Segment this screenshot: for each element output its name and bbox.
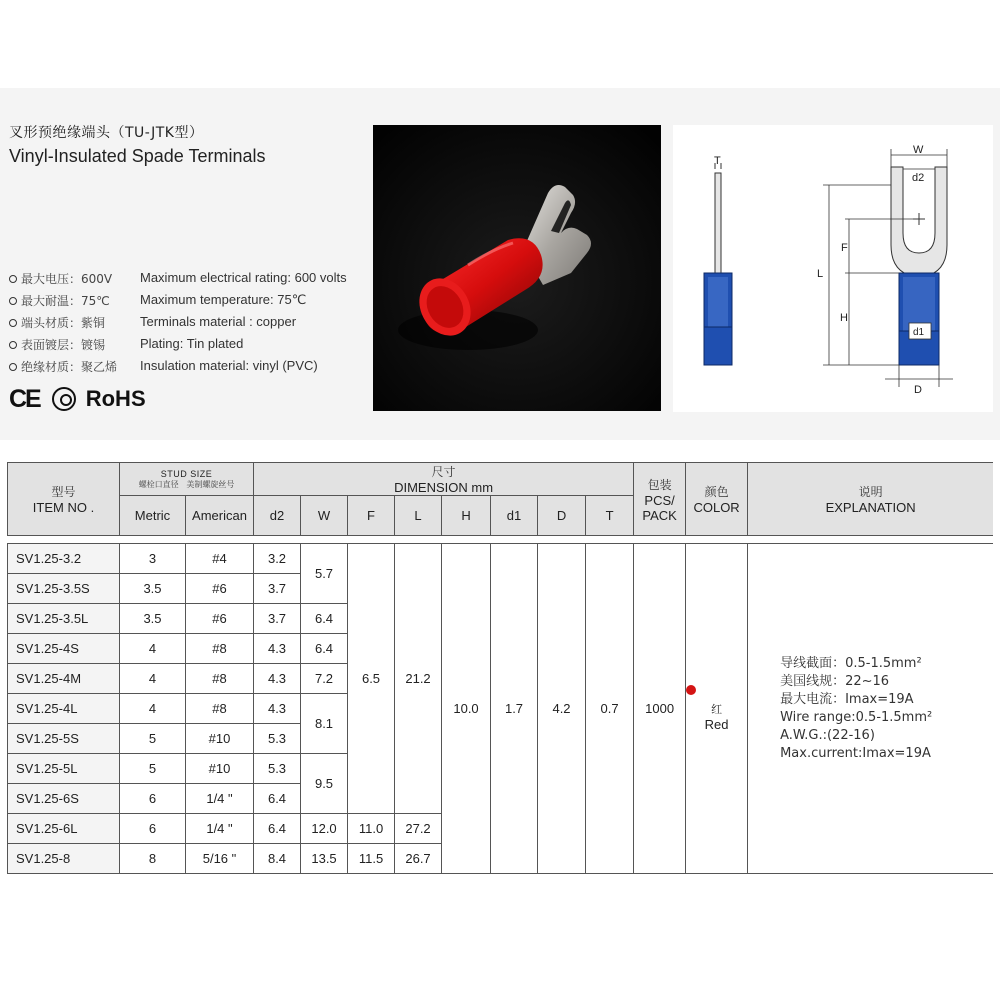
- header-d2: d2: [254, 496, 301, 536]
- header-dimension: 尺寸 DIMENSION mm: [254, 463, 634, 496]
- spade-terminal-image: [373, 125, 661, 411]
- svg-text:L: L: [817, 268, 824, 280]
- svg-text:T: T: [714, 155, 721, 167]
- ce-logo: CE: [9, 384, 40, 413]
- header-item: 型号 ITEM NO .: [8, 463, 120, 536]
- certification-logos: [9, 384, 146, 414]
- table-row: SV1.25-4S 4 #8 4.3 6.4: [8, 634, 994, 664]
- table-row: SV1.25-6S 6 1/4 " 6.4: [8, 784, 994, 814]
- table-row: SV1.25-3.2 3 #4 3.2 5.7 6.5 21.2 10.0 1.7 4.2 0.7 1000 红 Red 导线截面：0.5-1.5mm² 美国线规：22~16 最大电流：Imax=19A Wire range:0.5-1.5mm² A.W.G.:(22-16) Max.current:Imax=19A: [8, 544, 994, 574]
- header-d: D: [538, 496, 586, 536]
- bullet-icon: [9, 363, 17, 371]
- svg-text:d2: d2: [912, 172, 925, 184]
- svg-text:d1: d1: [913, 327, 925, 338]
- svg-text:F: F: [841, 242, 848, 254]
- title-chinese: 叉形预绝缘端头（TU-JTK型）: [9, 125, 204, 141]
- header-l: L: [395, 496, 442, 536]
- explanation-cell: 导线截面：0.5-1.5mm² 美国线规：22~16 最大电流：Imax=19A Wire range:0.5-1.5mm² A.W.G.:(22-16) Max.current:Imax=19A: [748, 544, 993, 874]
- product-photo: [373, 125, 661, 411]
- bullet-icon: [9, 275, 17, 283]
- table-row: SV1.25-4L 4 #8 4.3 8.1: [8, 694, 994, 724]
- table-row: SV1.25-3.5S 3.5 #6 3.7: [8, 574, 994, 604]
- header-f: F: [348, 496, 395, 536]
- red-color-dot-icon: [686, 685, 696, 695]
- sgs-icon: [52, 387, 76, 411]
- table-row: SV1.25-8 8 5/16 " 8.4 13.5 11.5 26.7: [8, 844, 994, 874]
- header-d1: d1: [491, 496, 538, 536]
- spec-table: [7, 462, 993, 874]
- table-row: SV1.25-5S 5 #10 5.3: [8, 724, 994, 754]
- svg-text:H: H: [840, 312, 848, 324]
- header-t: T: [586, 496, 634, 536]
- header-metric: Metric: [120, 496, 186, 536]
- table-row: SV1.25-5L 5 #10 5.3 9.5: [8, 754, 994, 784]
- header-explanation: 说明 EXPLANATION: [748, 463, 993, 536]
- bullet-icon: [9, 341, 17, 349]
- color-cell: 红 Red: [686, 544, 748, 874]
- table-header: [8, 463, 994, 536]
- header-w: W: [301, 496, 348, 536]
- dimension-diagram: [673, 125, 993, 412]
- spec-table-container: [7, 462, 993, 882]
- svg-text:W: W: [913, 144, 924, 156]
- header-pack: 包装 PCS/ PACK: [634, 463, 686, 536]
- header-color: 颜色 COLOR: [686, 463, 748, 536]
- bullet-icon: [9, 319, 17, 327]
- table-row: SV1.25-4M 4 #8 4.3 7.2: [8, 664, 994, 694]
- header-stud-size: STUD SIZE 螺栓口直径 美制螺旋丝号: [120, 463, 254, 496]
- rohs-logo: RoHS: [85, 386, 146, 411]
- title-english: Vinyl-Insulated Spade Terminals: [9, 146, 266, 166]
- header-american: American: [186, 496, 254, 536]
- table-body: [8, 544, 994, 874]
- table-row: SV1.25-3.5L 3.5 #6 3.7 6.4: [8, 604, 994, 634]
- svg-text:D: D: [914, 384, 922, 396]
- bullet-icon: [9, 297, 17, 305]
- technical-drawing: [673, 125, 993, 412]
- table-row: SV1.25-6L 6 1/4 " 6.4 12.0 11.0 27.2: [8, 814, 994, 844]
- header-h: H: [442, 496, 491, 536]
